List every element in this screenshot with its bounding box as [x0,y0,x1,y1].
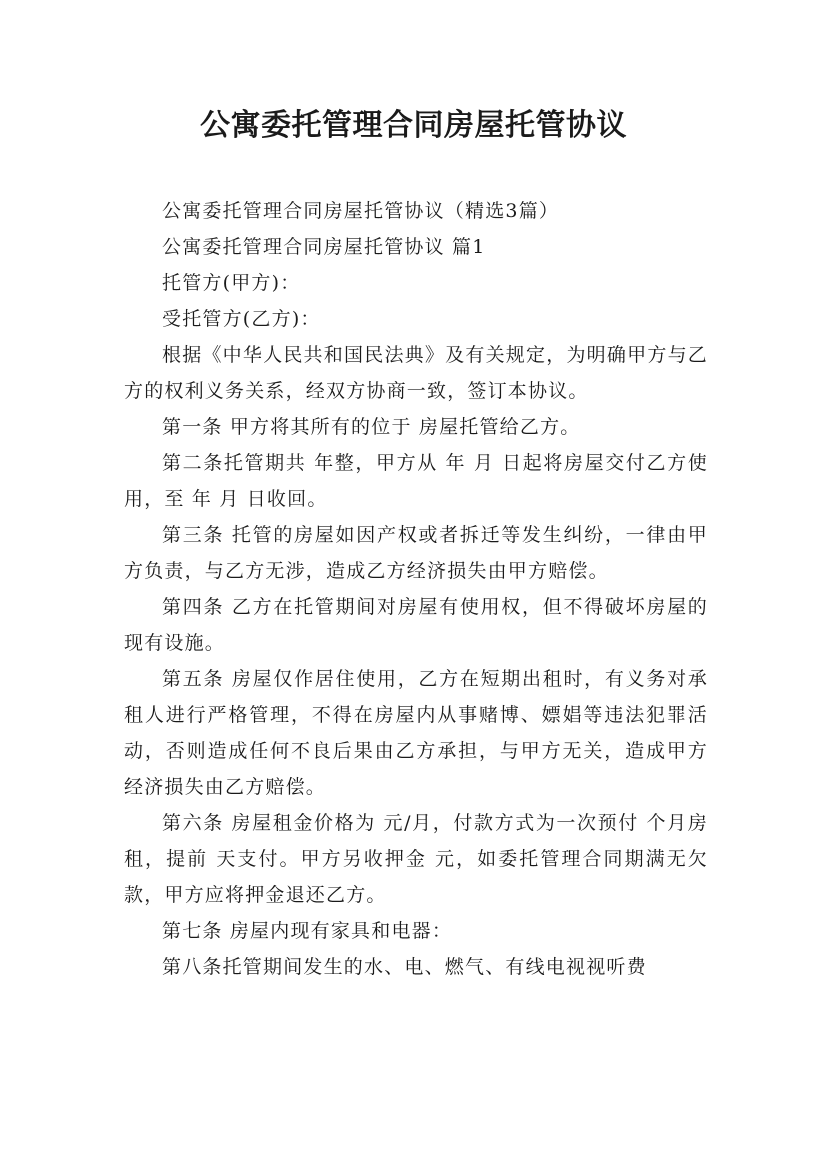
paragraph-article-5: 第五条 房屋仅作居住使用，乙方在短期出租时，有义务对承租人进行严格管理，不得在房屋内从事赌博、嫖娼等违法犯罪活动，否则造成任何不良后果由乙方承担，与甲方无关，造成甲方经济损失由乙方赔偿。 [124,668,708,798]
paragraph-preamble: 根据《中华人民共和国民法典》及有关规定，为明确甲方与乙方的权利义务关系，经双方协商一致，签订本协议。 [124,344,708,402]
paragraph-article-7: 第七条 房屋内现有家具和电器： [162,920,453,942]
paragraph-part-heading: 公寓委托管理合同房屋托管协议 篇1 [162,236,486,258]
paragraph-party-a: 托管方(甲方)： [162,272,301,294]
paragraph-article-6: 第六条 房屋租金价格为 元/月，付款方式为一次预付 个月房租，提前 天支付。甲方另收押金 元，如委托管理合同期满无欠款，甲方应将押金退还乙方。 [124,812,708,906]
paragraph-article-8: 第八条托管期间发生的水、电、燃气、有线电视视听费 [162,956,647,978]
document-title: 公寓委托管理合同房屋托管协议 [200,108,627,143]
paragraph-article-3: 第三条 托管的房屋如因产权或者拆迁等发生纠纷，一律由甲方负责，与乙方无涉，造成乙方经济损失由甲方赔偿。 [124,524,708,582]
paragraph-article-4: 第四条 乙方在托管期间对房屋有使用权，但不得破坏房屋的现有设施。 [124,596,708,654]
paragraph-intro: 公寓委托管理合同房屋托管协议（精选3篇） [162,200,560,222]
paragraph-party-b: 受托管方(乙方)： [162,308,321,330]
document-body [124,193,708,985]
paragraph-article-1: 第一条 甲方将其所有的位于 房屋托管给乙方。 [162,416,581,438]
paragraph-article-2: 第二条托管期共 年整，甲方从 年 月 日起将房屋交付乙方使用，至 年 月 日收回。 [124,452,708,510]
